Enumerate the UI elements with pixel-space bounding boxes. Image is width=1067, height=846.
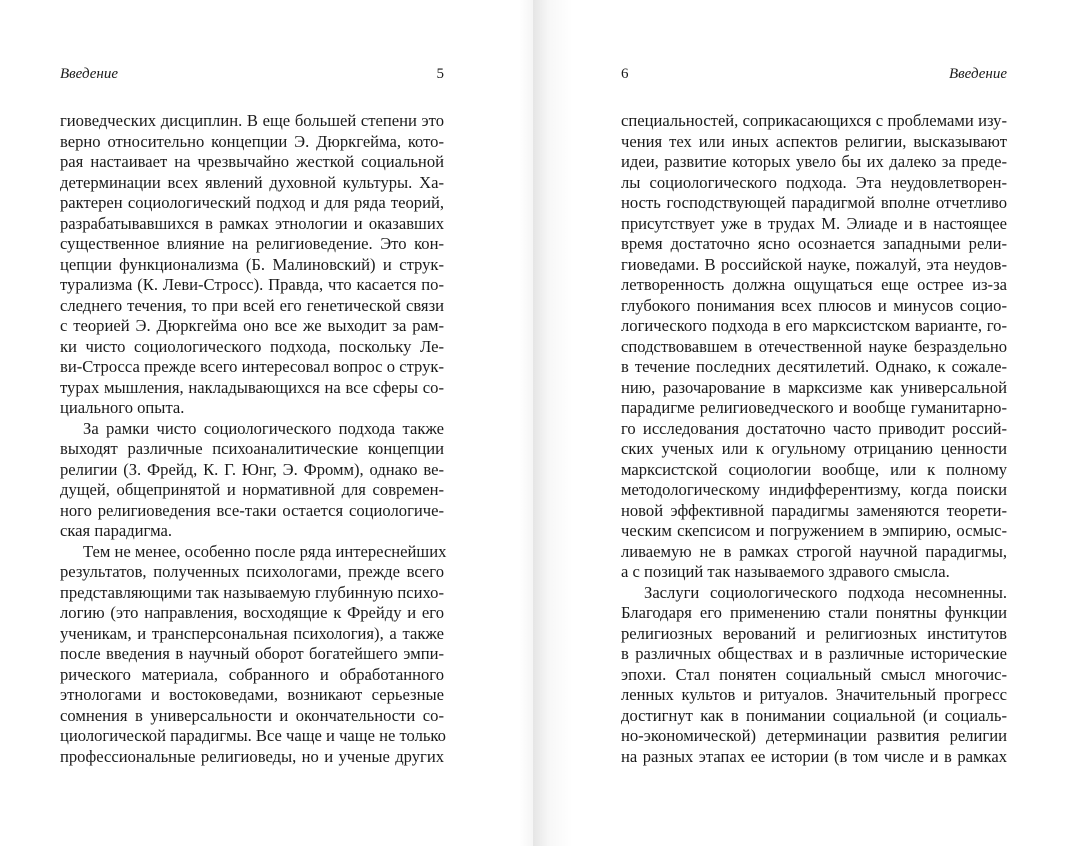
text-line: марксистской социологии вообще, или к полному (621, 459, 1007, 479)
text-line: верно относительно концепции Э. Дюркгейма, кото- (60, 131, 444, 151)
text-line: с теорией Э. Дюркгейма оно все же выходит за рам- (60, 316, 444, 335)
text-line: детерминации всех явлений духовной культуры. Ха- (60, 172, 444, 192)
text-line: глубокого понимания всех плюсов и минусов социо- (621, 295, 1007, 315)
text-line: ливаемую не в рамках строгой научной парадигмы, (621, 541, 1007, 561)
text-line: турализма (К. Леви-Стросс). Правда, что касается по- (60, 275, 444, 294)
text-line: цепции функционализма (Б. Малиновский) и струк- (60, 254, 444, 274)
text-line: идеи, развитие которых увело бы их далеко за преде- (621, 152, 1007, 171)
text-line: ская парадигма. (60, 521, 173, 540)
text-line: в течение последних десятилетий. Однако, к сожале- (621, 357, 1007, 376)
text-line: присутствует уже в трудах М. Элиаде и в настоящее (621, 213, 1007, 233)
text-line: достигнут как в понимании социальной (и социаль- (621, 705, 1007, 725)
text-line: парадигме религиоведческого и вообще гуманитарно- (621, 398, 1007, 417)
text-line: ских ученых или к огульному отрицанию ценности (621, 439, 1007, 458)
text-line: а с позиций так называемого здравого смысла. (621, 562, 950, 581)
text-line: дущей, общепринятой и нормативной для современ- (60, 480, 444, 499)
text-line: ного религиоведения все-таки остается социологиче- (60, 500, 444, 520)
text-line: рая настаивает на чрезвычайно жесткой социальной (60, 152, 444, 171)
text-line: новой эффективной парадигмы заменяются теорети- (621, 500, 1007, 520)
text-line: циологической парадигмы. Все чаще и чаще не только (60, 726, 446, 745)
text-line: гиоведческих дисциплин. В еще большей степени это (60, 111, 444, 130)
text-line: летворенность должна ощущаться еще острее из-за (621, 275, 1007, 294)
text-line: после введения в научный оборот богатейшего эмпи- (60, 644, 444, 663)
text-line: на разных этапах ее истории (в том числе и в рамках (621, 746, 1007, 766)
text-line: рического материала, собранного и обработанного (60, 664, 444, 684)
right-page (533, 0, 1067, 846)
text-line: За рамки чисто социологического подхода также (83, 418, 444, 438)
text-line: ленных культов и ритуалов. Значительный прогресс (621, 685, 1007, 704)
text-line: эпохи. Стал понятен социальный смысл многочис- (621, 664, 1007, 684)
text-line: выходят различные психоаналитические концепции (60, 439, 444, 458)
text-line: специальностей, соприкасающихся с проблемами изу- (621, 111, 1007, 130)
page-header (621, 64, 1007, 84)
text-line: в различных обществах и в различные исторические (621, 644, 1007, 663)
text-line: Тем не менее, особенно после ряда интереснейших (83, 541, 447, 561)
text-line: циального опыта. (60, 398, 185, 417)
text-line: рактерен социологический подход и для ряда теорий, (60, 193, 444, 212)
text-line: время достаточно ясно осознается западными рели- (621, 234, 1007, 253)
page-number: 5 (436, 66, 444, 82)
text-line: результатов, полученных психологами, прежде всего (60, 562, 444, 581)
text-line: представляющими так называемую глубинную психо- (60, 582, 444, 602)
text-line: сподствовавшем в отечественной науке безраздельно (621, 336, 1007, 356)
body-text (621, 111, 1007, 767)
text-line: ность господствующей парадигмой вполне отчетливо (621, 193, 1007, 212)
text-line: религиозных верований и религиозных институтов (621, 623, 1007, 643)
text-line: чения тех или иных аспектов религии, высказывают (621, 131, 1007, 151)
text-line: лы социологического подхода. Эта неудовлетворен- (621, 172, 1007, 192)
running-title: Введение (949, 66, 1007, 82)
page-number: 6 (621, 66, 629, 82)
running-title: Введение (60, 66, 118, 82)
text-line: логию (это направления, восходящие к Фрейду и его (60, 603, 444, 622)
text-line: турах мышления, накладывающихся на все сферы со- (60, 377, 444, 397)
text-line: нию, разочарование в марксизме как универсальной (621, 377, 1007, 397)
text-line: сомнения в универсальности и окончательности со- (60, 705, 444, 725)
gutter-shadow (533, 0, 573, 846)
left-page (0, 0, 533, 846)
text-line: но-экономической) детерминации развития религии (621, 726, 1007, 745)
text-line: Благодаря его применению стали понятны функции (621, 603, 1007, 622)
text-line: ческим скепсисом и погружением в эмпирию, осмыс- (621, 521, 1007, 540)
text-line: Заслуги социологического подхода несомненны. (644, 582, 1007, 602)
text-line: разрабатывавшихся в рамках этнологии и оказавших (60, 213, 444, 233)
text-line: следнего течения, то при всей его генетической связи (60, 295, 444, 315)
text-line: гиоведами. В российской науке, пожалуй, эта неудов- (621, 254, 1007, 274)
body-text (60, 111, 447, 767)
page-header (60, 64, 444, 84)
text-line: этнологами и востоковедами, возникают серьезные (60, 685, 444, 704)
text-line: го исследования достаточно часто приводит россий- (621, 418, 1007, 438)
text-line: ви-Стросса прежде всего интересовал вопрос о струк- (60, 357, 444, 376)
text-line: профессиональные религиоведы, но и ученые других (60, 746, 444, 766)
text-line: ученикам, и трансперсональная психология), а также (60, 623, 444, 643)
gutter-shadow (519, 0, 533, 846)
text-line: методологическому индифферентизму, когда поиски (621, 480, 1007, 499)
text-line: существенное влияние на религиоведение. Это кон- (60, 234, 444, 253)
text-line: логического подхода в его марксистском варианте, го- (621, 316, 1007, 335)
text-line: ки чисто социологического подхода, поскольку Ле- (60, 336, 444, 356)
text-line: религии (З. Фрейд, К. Г. Юнг, Э. Фромм), однако ве- (60, 459, 444, 479)
